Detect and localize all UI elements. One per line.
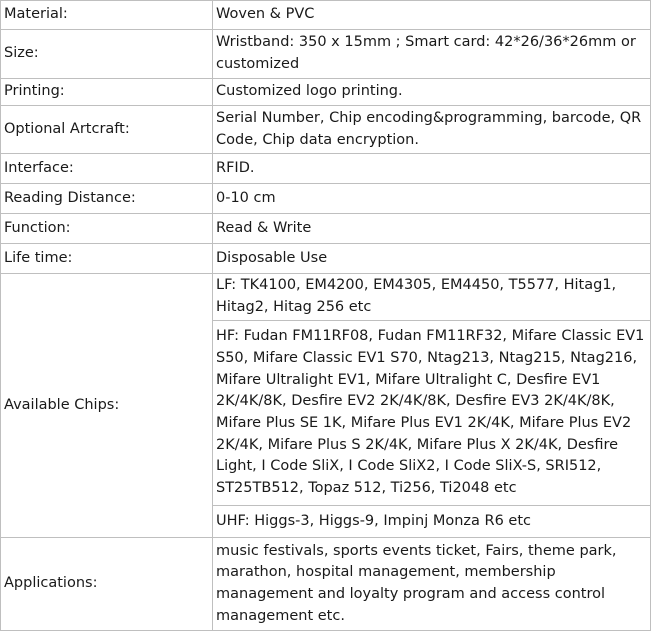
row-value-function: Read & Write	[213, 214, 651, 244]
row-value-interface: RFID.	[213, 154, 651, 184]
row-label-life-time: Life time:	[1, 244, 213, 274]
row-value-reading-distance: 0-10 cm	[213, 184, 651, 214]
row-value-applications: music festivals, sports events ticket, Fairs, theme park, marathon, hospital management, membership management and loyalty program and access control management etc.	[213, 538, 651, 631]
row-label-interface: Interface:	[1, 154, 213, 184]
row-value-chips-lf: LF: TK4100, EM4200, EM4305, EM4450, T5577, Hitag1, Hitag2, Hitag 256 etc	[213, 274, 651, 321]
row-value-chips-uhf: UHF: Higgs-3, Higgs-9, Impinj Monza R6 etc	[213, 506, 651, 538]
table-row	[1, 1, 651, 30]
row-label-reading-distance: Reading Distance:	[1, 184, 213, 214]
row-value-material: Woven & PVC	[213, 1, 651, 30]
row-value-optional-artcraft: Serial Number, Chip encoding&programming, barcode, QR Code, Chip data encryption.	[213, 106, 651, 154]
table-row	[1, 214, 651, 244]
table-row	[1, 106, 651, 154]
row-value-size: Wristband: 350 x 15mm ; Smart card: 42*26/36*26mm or customized	[213, 30, 651, 79]
row-value-life-time: Disposable Use	[213, 244, 651, 274]
row-label-function: Function:	[1, 214, 213, 244]
row-value-chips-hf: HF: Fudan FM11RF08, Fudan FM11RF32, Mifare Classic EV1 S50, Mifare Classic EV1 S70, Ntag213, Ntag215, Ntag216, Mifare Ultralight EV1, Mifare Ultralight C, Desfire EV1 2K/4K/8K, Desfire EV2 2K/4K/8K, Desfire EV3 2K/4K/8K, Mifare Plus SE 1K, Mifare Plus EV1 2K/4K, Mifare Plus EV2 2K/4K, Mifare Plus S 2K/4K, Mifare Plus X 2K/4K, Desfire Light, I Code SliX, I Code SliX2, I Code SliX-S, SRI512, ST25TB512, Topaz 512, Ti256, Ti2048 etc	[213, 321, 651, 506]
table-row	[1, 184, 651, 214]
table-row	[1, 244, 651, 274]
row-label-material: Material:	[1, 1, 213, 30]
table-row	[1, 274, 651, 321]
row-label-applications: Applications:	[1, 538, 213, 631]
row-label-optional-artcraft: Optional Artcraft:	[1, 106, 213, 154]
row-label-printing: Printing:	[1, 79, 213, 106]
row-label-available-chips: Available Chips:	[1, 274, 213, 538]
table-row	[1, 154, 651, 184]
row-value-printing: Customized logo printing.	[213, 79, 651, 106]
table-row	[1, 79, 651, 106]
row-label-size: Size:	[1, 30, 213, 79]
table-row	[1, 538, 651, 631]
table-row	[1, 30, 651, 79]
